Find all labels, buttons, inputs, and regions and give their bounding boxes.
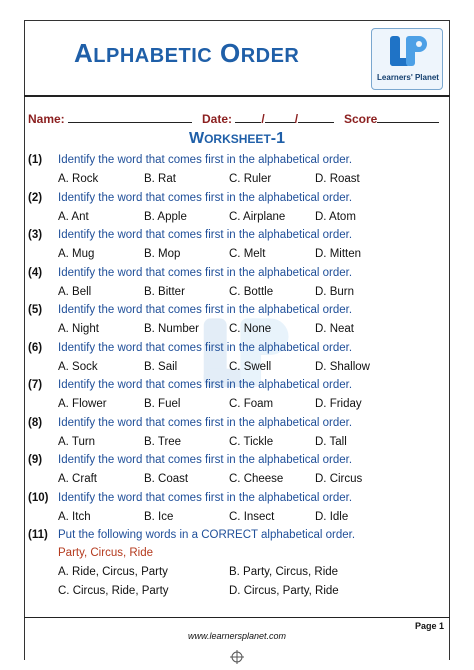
answer-option[interactable]: B. Number xyxy=(144,323,199,335)
header-rule xyxy=(24,95,450,97)
answer-option[interactable]: B. Rat xyxy=(144,173,176,185)
answer-option[interactable]: A. Itch xyxy=(58,510,91,523)
question-text: Identify the word that comes first in the alphabetical order. xyxy=(58,266,353,279)
question-number: (9) xyxy=(28,454,43,466)
question-number: (7) xyxy=(28,379,43,391)
answer-option[interactable]: A. Bell xyxy=(58,285,92,298)
answer-option[interactable]: C. Melt xyxy=(229,248,266,260)
question-text: Identify the word that comes first in the alphabetical order. xyxy=(58,454,353,466)
answer-option[interactable]: B. Coast xyxy=(144,473,189,485)
answer-option[interactable]: B. Mop xyxy=(144,248,181,260)
lp-logo-icon xyxy=(384,32,432,72)
answer-option[interactable]: D. Roast xyxy=(315,173,360,185)
question-number: (5) xyxy=(28,304,43,316)
date-year-blank xyxy=(298,111,334,123)
question-text: Identify the word that comes first in the alphabetical order. xyxy=(58,154,353,166)
answer-option[interactable]: A. Ant xyxy=(58,210,89,223)
answer-option[interactable]: D. Tall xyxy=(315,435,347,448)
answer-option[interactable]: A. Craft xyxy=(58,473,97,485)
question-text: Identify the word that comes first in the alphabetical order. xyxy=(58,416,353,429)
answer-option[interactable]: D. Circus xyxy=(315,473,363,485)
answer-option[interactable]: D. Atom xyxy=(315,210,356,223)
question-number: (11) xyxy=(28,529,48,541)
answer-option[interactable]: D. Circus, Party, Ride xyxy=(229,585,339,597)
name-blank xyxy=(68,111,192,123)
question-text: Put the following words in a CORRECT alphabetical order. xyxy=(58,529,356,541)
answer-option[interactable]: D. Neat xyxy=(315,323,354,335)
date-label: Date: / / xyxy=(202,111,334,126)
page-number: Page 1 xyxy=(414,621,444,631)
answer-option[interactable]: C. Airplane xyxy=(229,210,286,223)
question-text: Identify the word that comes first in the alphabetical order. xyxy=(58,379,353,391)
name-label: Name: xyxy=(28,111,192,126)
answer-option[interactable]: C. Cheese xyxy=(229,473,284,485)
crosshair-icon xyxy=(230,650,244,664)
answer-option[interactable]: C. Bottle xyxy=(229,285,274,298)
worksheet-heading: WORKSHEET-1 xyxy=(188,130,286,147)
logo-name: Learners' Planet xyxy=(377,73,439,82)
answer-option[interactable]: A. Sock xyxy=(58,360,98,373)
answer-option[interactable]: C. None xyxy=(229,323,272,335)
answer-option[interactable]: D. Burn xyxy=(315,285,354,298)
question-number: (10) xyxy=(28,491,49,504)
question-text: Identify the word that comes first in the alphabetical order. xyxy=(58,341,353,354)
question-number: (2) xyxy=(28,191,43,204)
question-number: (6) xyxy=(28,341,43,354)
answer-option[interactable]: B. Fuel xyxy=(144,398,181,410)
answer-option[interactable]: A. Mug xyxy=(58,248,95,260)
website-url[interactable]: www.learnersplanet.com xyxy=(187,631,287,641)
answer-option[interactable]: A. Night xyxy=(58,323,99,335)
page-title: ALPHABETIC ORDER xyxy=(74,38,300,68)
score-blank xyxy=(377,111,439,123)
lp-watermark-icon xyxy=(190,300,300,410)
answer-option[interactable]: C. Insect xyxy=(229,510,275,523)
answer-option[interactable]: B. Tree xyxy=(144,435,182,448)
question-text: Identify the word that comes first in the alphabetical order. xyxy=(58,491,353,504)
answer-option[interactable]: A. Turn xyxy=(58,435,96,448)
date-month-blank xyxy=(265,111,295,123)
question-number: (8) xyxy=(28,416,43,429)
answer-option[interactable]: C. Foam xyxy=(229,398,274,410)
answer-option[interactable]: B. Sail xyxy=(144,360,178,373)
answer-option[interactable]: D. Friday xyxy=(315,398,362,410)
date-day-blank xyxy=(235,111,261,123)
score-label: Score xyxy=(344,111,439,126)
question-number: (3) xyxy=(28,229,43,241)
words-to-order: Party, Circus, Ride xyxy=(58,547,154,559)
answer-option[interactable]: C. Tickle xyxy=(229,435,274,448)
question-text: Identify the word that comes first in the alphabetical order. xyxy=(58,191,353,204)
footer-rule xyxy=(24,617,450,618)
question-number: (4) xyxy=(28,266,43,279)
answer-option[interactable]: A. Rock xyxy=(58,173,99,185)
answer-option[interactable]: B. Apple xyxy=(144,210,187,223)
answer-option[interactable]: D. Shallow xyxy=(315,360,370,373)
question-text: Identify the word that comes first in the alphabetical order. xyxy=(58,304,353,316)
answer-option[interactable]: A. Flower xyxy=(58,398,107,410)
question-text: Identify the word that comes first in the alphabetical order. xyxy=(58,229,353,241)
answer-option[interactable]: B. Ice xyxy=(144,510,174,523)
answer-option[interactable]: A. Ride, Circus, Party xyxy=(58,566,168,578)
answer-option[interactable]: B. Party, Circus, Ride xyxy=(229,566,339,578)
learners-planet-logo xyxy=(371,28,443,90)
answer-option[interactable]: C. Ruler xyxy=(229,173,272,185)
answer-option[interactable]: C. Swell xyxy=(229,360,272,373)
question-number: (1) xyxy=(28,154,43,166)
answer-option[interactable]: D. Idle xyxy=(315,510,349,523)
answer-option[interactable]: B. Bitter xyxy=(144,285,185,298)
answer-option[interactable]: D. Mitten xyxy=(315,248,362,260)
answer-option[interactable]: C. Circus, Ride, Party xyxy=(58,585,169,597)
